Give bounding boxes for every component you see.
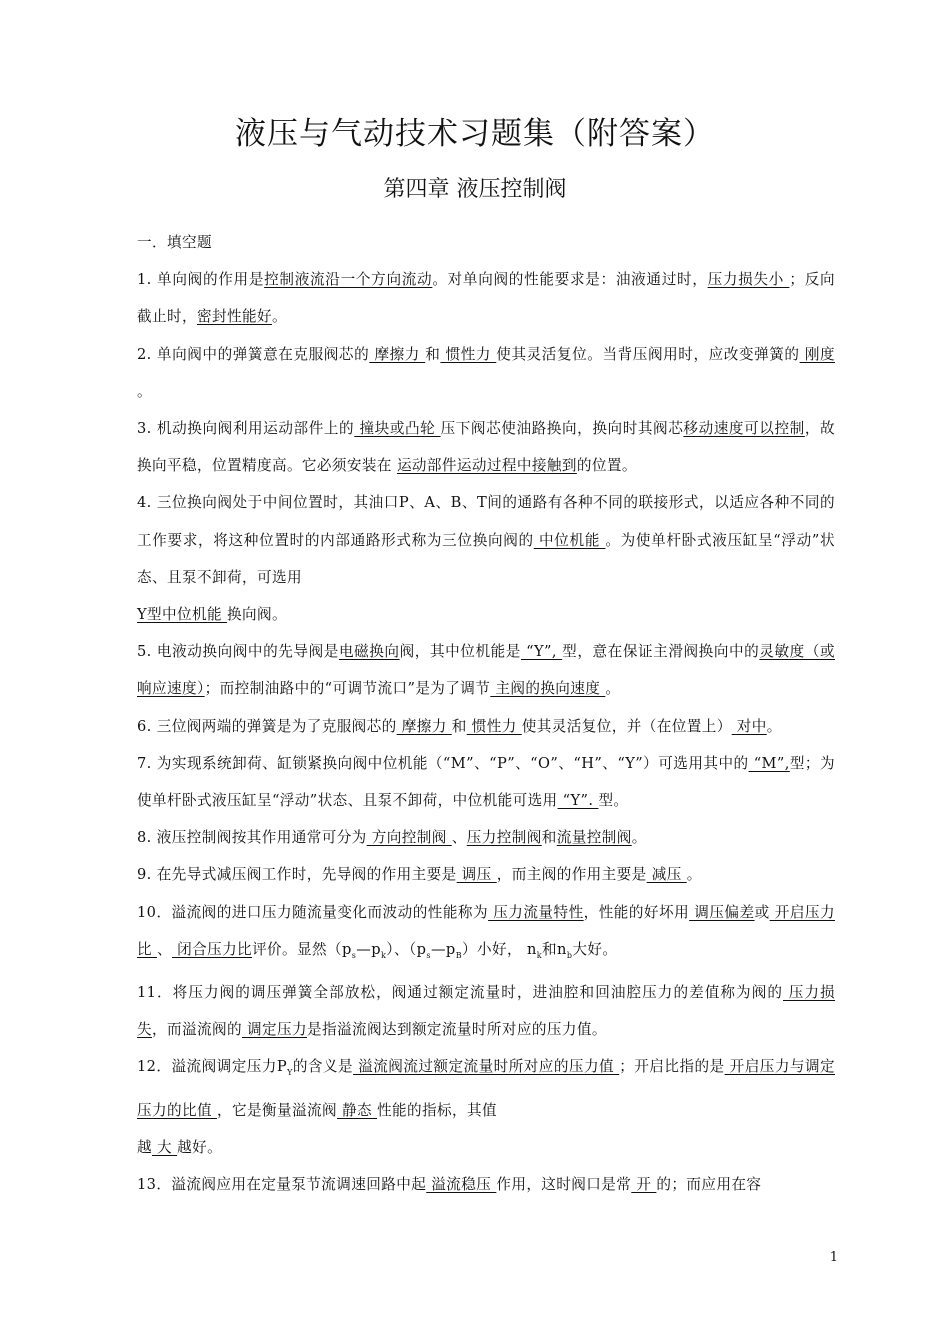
question-item <box>137 974 835 1048</box>
question-text: 型；为使单杆卧式液压缸呈“浮动”状态、且泵不卸荷，中位机能可选用 <box>137 754 835 810</box>
question-text: ）、（p <box>386 940 427 958</box>
question-text: 和 <box>425 345 441 363</box>
answer-blank: 灵敏度（或响应速度） <box>137 643 836 698</box>
question-text: 9. 在先导式减压阀工作时，先导阀的作用主要是 <box>137 866 457 884</box>
answer-blank: 压力损失小 <box>707 271 790 289</box>
answer-blank: 撞块或凸轮 <box>354 420 441 438</box>
answer-blank: 运动部件运动过程中接触到 <box>396 457 577 475</box>
question-text: 2. 单向阀中的弹簧意在克服阀芯的 <box>137 345 370 363</box>
question-text: 或 <box>754 903 770 921</box>
answer-blank: 方向控制阀 <box>366 829 452 847</box>
question-text: 使其灵活复位。当背压阀用时，应改变弹簧的 <box>496 345 800 363</box>
subscript: s <box>426 950 431 960</box>
exercise-content <box>137 224 835 1203</box>
answer-blank: Y型中位机能 <box>137 606 228 624</box>
answer-blank: 中位机能 <box>533 531 606 549</box>
question-text: 6. 三位阀两端的弹簧是为了克服阀芯的 <box>137 717 397 735</box>
question-item <box>137 819 835 856</box>
question-text: ；开启比指的是 <box>619 1058 725 1076</box>
question-text: 13．溢流阀应用在定量泵节流调速回路中起 <box>137 1176 427 1194</box>
answer-blank: 惯性力 <box>466 717 522 735</box>
question-text: 3. 机动换向阀利用运动部件上的 <box>137 420 355 438</box>
section-heading: 一．填空题 <box>137 234 212 251</box>
question-item <box>137 745 835 819</box>
question-item <box>137 410 835 484</box>
answer-blank: 静态 <box>336 1101 378 1119</box>
question-text: 压下阀芯使油路换向，换向时其阀芯 <box>440 420 684 438</box>
question-text: 和 <box>541 829 557 847</box>
question-text: 。 <box>137 382 152 400</box>
answer-blank: “Y”. <box>557 792 599 810</box>
subscript: k <box>381 950 387 960</box>
answer-blank: 压力流量特性 <box>488 903 584 921</box>
question-item <box>137 856 835 893</box>
subscript: Y <box>287 1068 293 1078</box>
question-text: 越好。 <box>177 1138 223 1156</box>
question-text: ，而溢流阀的 <box>152 1021 242 1039</box>
subscript: k <box>536 950 543 960</box>
subscript: b <box>566 950 573 960</box>
question-text: 。 <box>605 680 621 698</box>
answer-blank: “Y”, <box>520 643 563 661</box>
answer-blank: 对中 <box>731 717 767 735</box>
document-title: 液压与气动技术习题集（附答案） <box>235 116 715 152</box>
question-item <box>137 336 835 410</box>
answer-blank: “M”, <box>748 754 790 772</box>
question-text: ，它是衡量溢流阀 <box>217 1101 337 1119</box>
question-text: ；而控制油路中的“可调节流口”是为了调节 <box>204 680 491 698</box>
answer-blank: 摩擦力 <box>396 717 452 735</box>
answer-blank: 闭合压力比 <box>172 940 253 958</box>
answer-blank: 开 <box>631 1176 657 1194</box>
question-item <box>137 1166 835 1203</box>
answer-blank: 移动速度可以控制 <box>683 420 805 438</box>
question-text: 。对单向阀的性能要求是：油液通过时， <box>432 271 708 289</box>
question-text: ，故换向平稳，位置精度高。它必须安装在 <box>137 420 835 475</box>
chapter-heading: 第四章 液压控制阀 <box>383 177 567 202</box>
question-text: 的含义是 <box>292 1058 354 1076</box>
answer-blank: 调压 <box>456 866 497 884</box>
question-text: 。 <box>271 308 287 326</box>
question-item <box>137 708 835 745</box>
subscript: s <box>351 950 357 960</box>
question-text: —p <box>430 940 456 958</box>
question-text: 。 <box>631 829 647 847</box>
answer-blank: 调定压力 <box>241 1021 307 1039</box>
answer-blank: 大 <box>152 1138 178 1156</box>
question-item <box>137 1048 835 1166</box>
question-text: 型，意在保证主滑阀换向中的 <box>562 643 760 661</box>
answer-blank: 开启压力比 <box>137 903 835 958</box>
question-text: 4. 三位换向阀处于中间位置时，其油口P、A、B、T间的通路有各种不同的联接形式，以适应各种不同的工作要求，将这种位置时的内部通路形式称为三位换向阀的 <box>137 494 835 549</box>
answer-blank: 流量控制阀 <box>556 829 632 847</box>
answer-blank: 电磁换向 <box>338 643 400 661</box>
question-item <box>137 894 835 974</box>
answer-blank: 压力控制阀 <box>466 829 542 847</box>
question-text: 和 <box>451 717 467 735</box>
question-text: 性能的指标，其值 <box>377 1101 497 1119</box>
question-text: 12．溢流阀调定压力P <box>137 1058 288 1076</box>
subscript: B <box>455 950 462 960</box>
question-text: ，而主阀的作用主要是 <box>496 866 647 884</box>
question-list <box>137 261 835 1203</box>
question-text: 评价。显然（p <box>252 940 352 958</box>
question-text: 型。 <box>598 792 629 810</box>
question-text: 10．溢流阀的进口压力随流量变化而波动的性能称为 <box>137 903 489 921</box>
question-item <box>137 633 835 707</box>
question-text: 的位置。 <box>576 457 637 475</box>
question-text: 。 <box>766 717 782 735</box>
answer-blank: 溢流稳压 <box>426 1176 497 1194</box>
question-text: 使其灵活复位，并（在位置上） <box>521 717 732 735</box>
question-text: 阀，其中位机能是 <box>399 643 521 661</box>
answer-blank: 主阀的换向速度 <box>490 680 606 698</box>
question-text: 。 <box>686 866 702 884</box>
question-text: 8. 液压控制阀按其作用通常可分为 <box>137 829 367 847</box>
question-text: 换向阀。 <box>227 606 288 624</box>
page-number: 1 <box>829 1250 838 1265</box>
question-text: ；反向截止时， <box>137 271 835 326</box>
answer-blank: 惯性力 <box>440 345 497 363</box>
question-text: —p <box>356 940 382 958</box>
answer-blank: 溢流阀流过额定流量时所对应的压力值 <box>353 1058 620 1076</box>
answer-blank: 刚度 <box>799 345 835 363</box>
question-item <box>137 484 835 633</box>
question-text: 5. 电液动换向阀中的先导阀是 <box>137 643 339 661</box>
question-text: 、 <box>157 940 173 958</box>
question-text: 和n <box>542 940 567 958</box>
question-text: 、 <box>451 829 467 847</box>
answer-blank: 调压偏差 <box>689 903 755 921</box>
question-text: ，性能的好坏用 <box>583 903 690 921</box>
answer-blank: 控制液流沿一个方向流动 <box>264 271 433 289</box>
question-text: 作用，这时阀口是常 <box>496 1176 632 1194</box>
answer-blank: 摩擦力 <box>369 345 426 363</box>
question-text: ）小好， n <box>461 940 537 958</box>
question-text: 1. 单向阀的作用是 <box>137 271 265 289</box>
question-text: 。为使单杆卧式液压缸呈“浮动”状态、且泵不卸荷，可选用 <box>137 531 836 586</box>
answer-blank: 密封性能好 <box>196 308 272 326</box>
answer-blank: 减压 <box>646 866 687 884</box>
question-text: 11．将压力阀的调压弹簧全部放松，阀通过额定流量时，进油腔和回油腔压力的差值称为阀的 <box>137 984 784 1002</box>
question-text: 大好。 <box>572 940 618 958</box>
answer-blank: 开启压力与调定压力的比值 <box>137 1058 835 1119</box>
question-text: 是指溢流阀达到额定流量时所对应的压力值。 <box>306 1021 607 1039</box>
question-text: 的；而应用在容 <box>656 1176 762 1194</box>
question-text: 越 <box>137 1138 152 1156</box>
question-text: 7. 为实现系统卸荷、缸锁紧换向阀中位机能（“M”、“P”、“O”、“H”、“Y”）可选用其中的 <box>137 754 749 772</box>
question-item <box>137 261 835 335</box>
answer-blank: 压力损失 <box>137 984 836 1039</box>
